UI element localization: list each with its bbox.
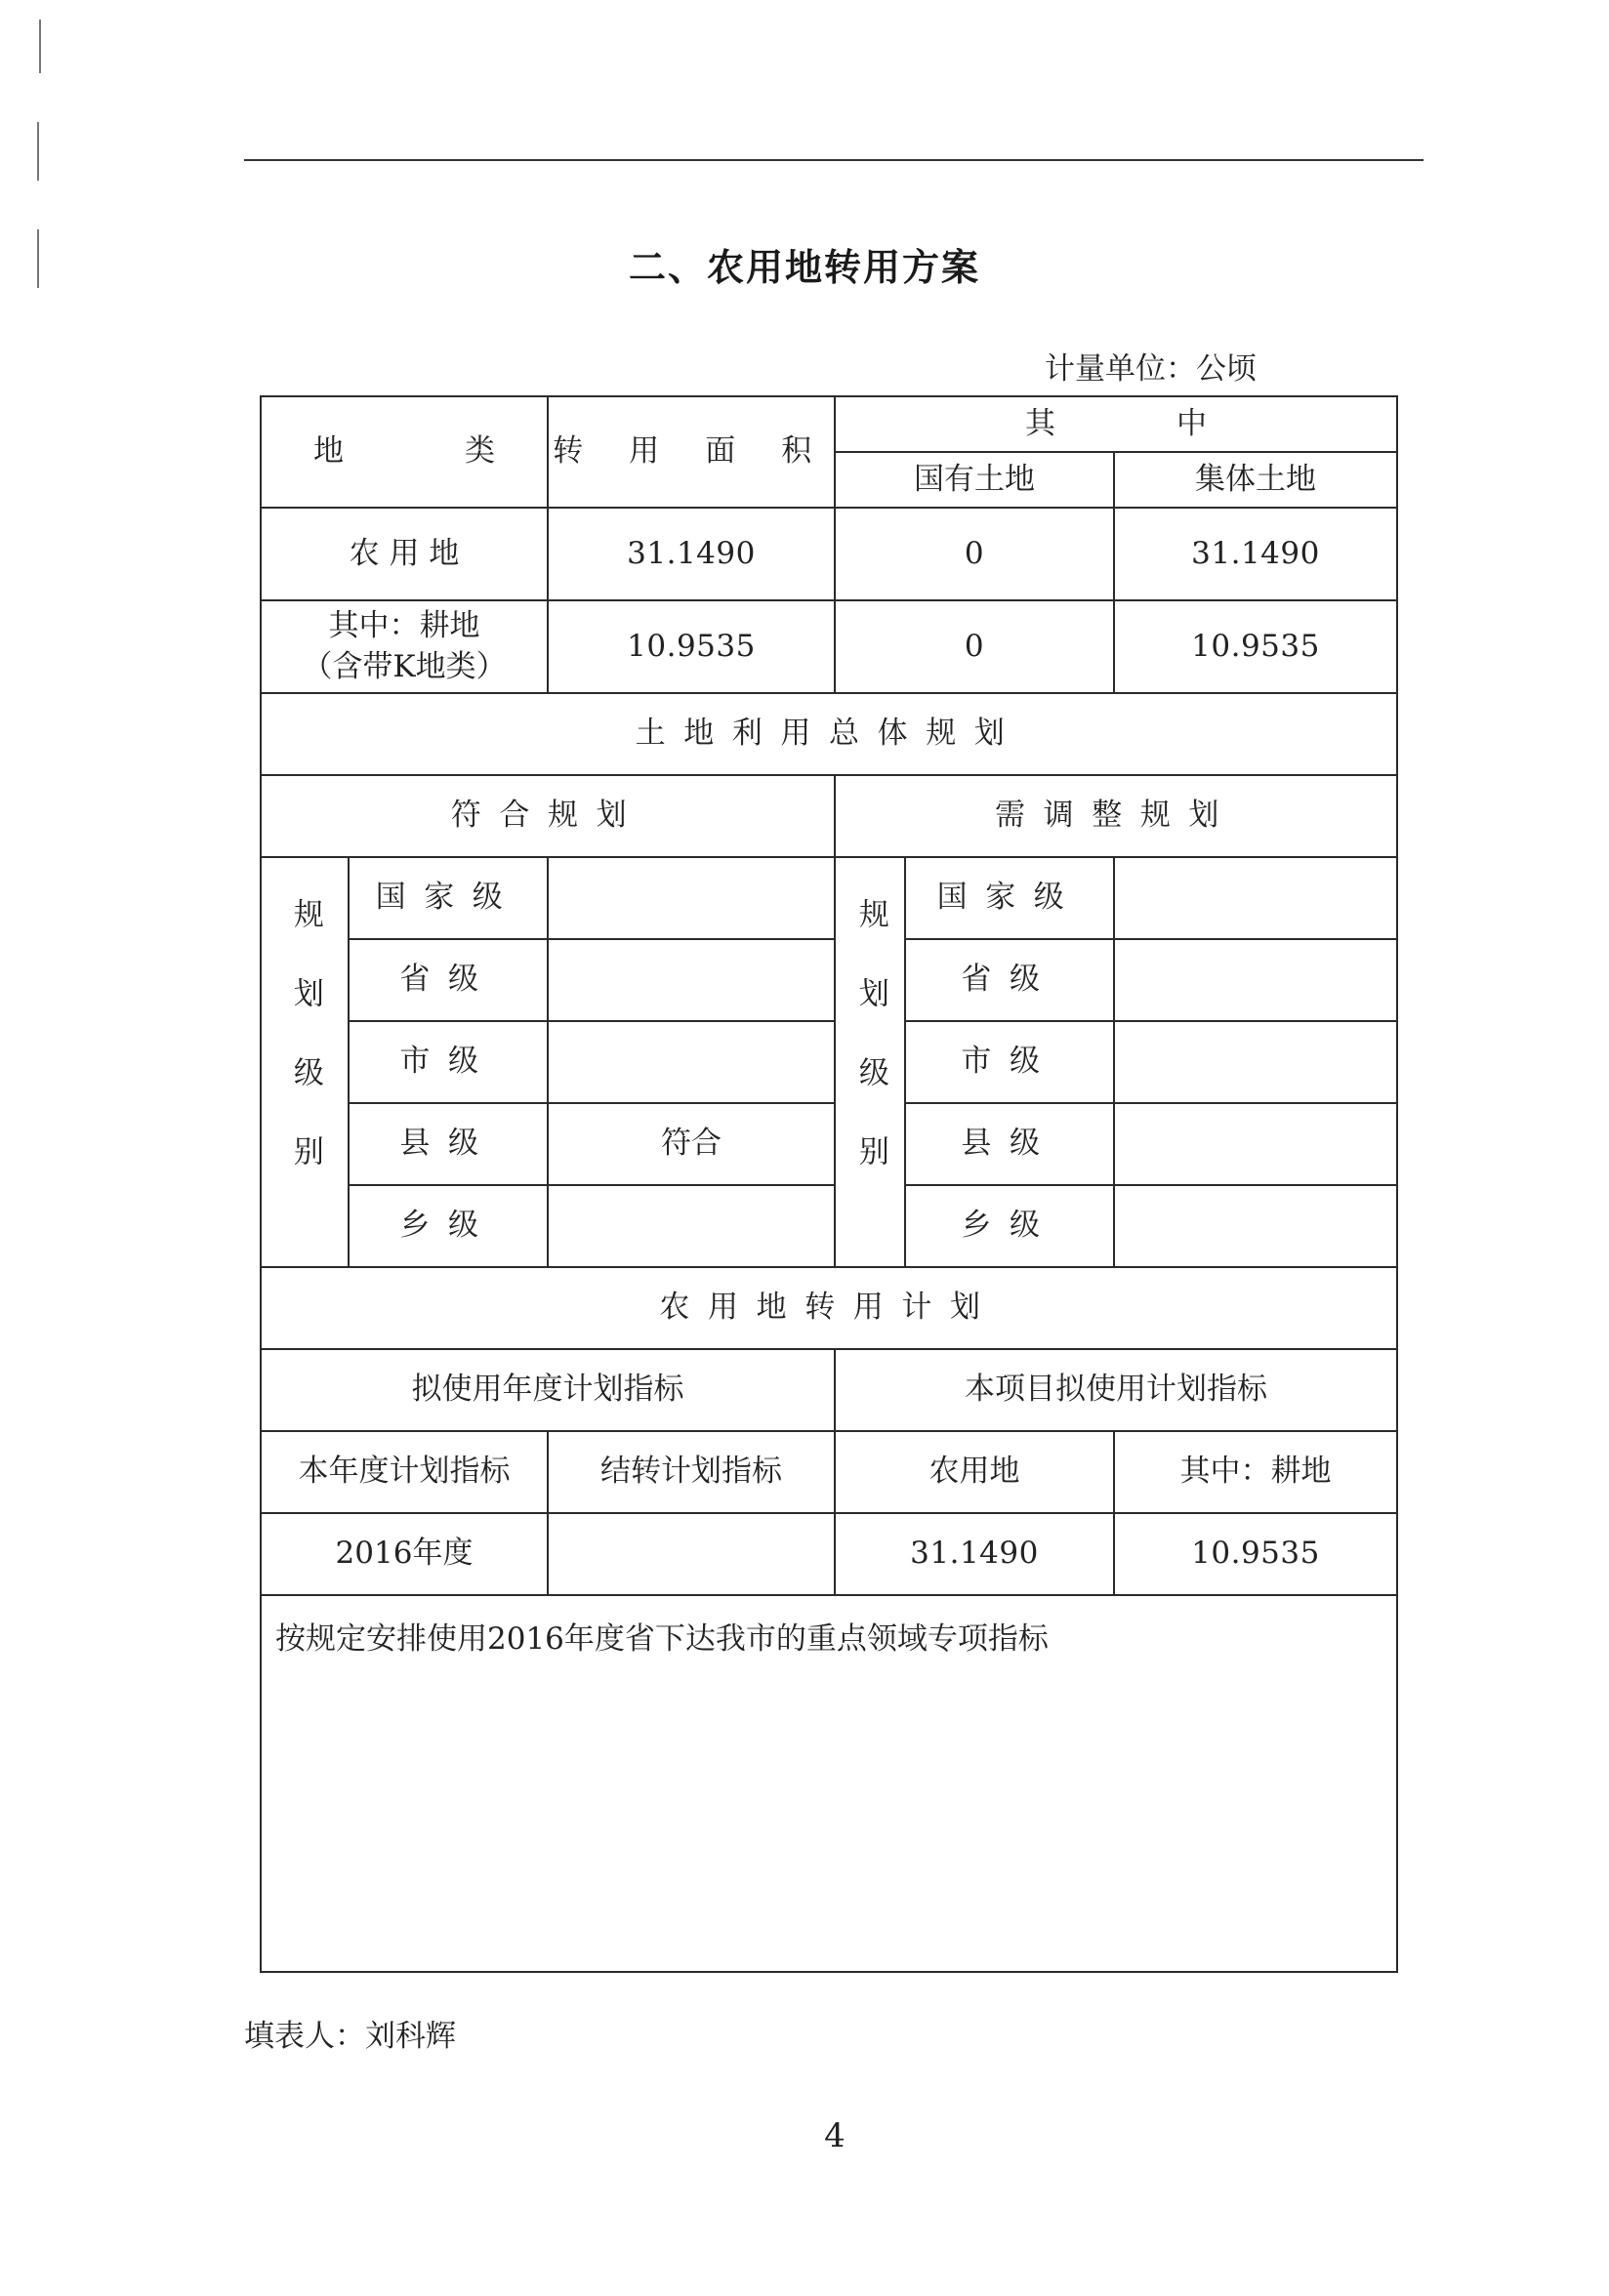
conversion-plan-heading: 农用地转用计划	[261, 1267, 1397, 1349]
unit-note: 计量单位：公顷	[1045, 351, 1257, 387]
row-area-farmland: 31.1490	[548, 508, 835, 600]
row-state-farmland: 0	[835, 508, 1114, 600]
farmland-heading: 农用地	[835, 1431, 1114, 1513]
row-collective-cultivated: 10.9535	[1114, 600, 1397, 693]
conforming-level-name: 国家级	[349, 857, 548, 939]
project-index-heading: 本项目拟使用计划指标	[835, 1349, 1397, 1431]
adjust-level-value	[1114, 939, 1397, 1021]
row-label-cultivated-line2: （含带K地类）	[302, 648, 507, 684]
row-collective-farmland: 31.1490	[1114, 508, 1397, 600]
conforming-level-name: 市级	[349, 1021, 548, 1103]
page-number: 4	[824, 2116, 846, 2155]
cultivated-heading: 其中：耕地	[1114, 1431, 1397, 1513]
table-row	[261, 857, 1397, 939]
header-converted-area: 转 用 面 积	[548, 396, 835, 508]
table-row	[261, 1513, 1397, 1595]
table-row	[261, 600, 1397, 693]
table-row	[261, 1185, 1397, 1267]
annual-index-heading: 拟使用年度计划指标	[261, 1349, 835, 1431]
row-label-cultivated-line1: 其中：耕地	[328, 607, 480, 643]
conforming-level-value	[548, 939, 835, 1021]
conforming-level-value	[548, 857, 835, 939]
table-row	[261, 508, 1397, 600]
carryover-index-value	[548, 1513, 835, 1595]
row-state-cultivated: 0	[835, 600, 1114, 693]
table-row	[261, 1021, 1397, 1103]
conforming-level-label: 规划级别	[261, 857, 349, 1267]
conforming-level-value	[548, 1185, 835, 1267]
land-use-plan-heading: 土地利用总体规划	[261, 693, 1397, 775]
conforming-level-name: 乡级	[349, 1185, 548, 1267]
table-row	[261, 1103, 1397, 1185]
header-land-type: 地 类	[261, 396, 548, 508]
adjust-level-name: 国家级	[905, 857, 1114, 939]
scan-edge-mark	[39, 20, 41, 73]
preparer: 填表人：刘科辉	[244, 2019, 456, 2054]
header-collective-land: 集体土地	[1114, 452, 1397, 508]
header-of-which: 其 中	[835, 396, 1397, 452]
remarks-cell	[261, 1595, 1397, 1972]
page-title: 二、农用地转用方案	[628, 246, 980, 289]
conforming-plan-heading: 符合规划	[261, 775, 835, 857]
farmland-value: 31.1490	[835, 1513, 1114, 1595]
adjust-level-name: 乡级	[905, 1185, 1114, 1267]
adjust-plan-heading: 需调整规划	[835, 775, 1397, 857]
conforming-level-name: 省级	[349, 939, 548, 1021]
row-area-cultivated: 10.9535	[548, 600, 835, 693]
conforming-level-value: 符合	[548, 1103, 835, 1185]
adjust-level-name: 县级	[905, 1103, 1114, 1185]
row-label-cultivated	[261, 600, 548, 693]
adjust-level-label: 规划级别	[835, 857, 905, 1267]
adjust-level-value	[1114, 1021, 1397, 1103]
land-conversion-table	[260, 395, 1398, 1973]
scan-edge-mark	[37, 122, 39, 181]
table-row	[261, 939, 1397, 1021]
adjust-level-value	[1114, 1185, 1397, 1267]
carryover-index-heading: 结转计划指标	[548, 1431, 835, 1513]
header-state-land: 国有土地	[835, 452, 1114, 508]
conforming-level-value	[548, 1021, 835, 1103]
remarks-text: 按规定安排使用2016年度省下达我市的重点领域专项指标	[275, 1621, 1049, 1657]
current-year-index-value: 2016年度	[261, 1513, 548, 1595]
current-year-index-heading: 本年度计划指标	[261, 1431, 548, 1513]
conforming-level-name: 县级	[349, 1103, 548, 1185]
header-rule	[244, 159, 1423, 161]
cultivated-value: 10.9535	[1114, 1513, 1397, 1595]
row-label-farmland: 农 用 地	[261, 508, 548, 600]
adjust-level-value	[1114, 857, 1397, 939]
adjust-level-value	[1114, 1103, 1397, 1185]
adjust-level-name: 市级	[905, 1021, 1114, 1103]
adjust-level-name: 省级	[905, 939, 1114, 1021]
